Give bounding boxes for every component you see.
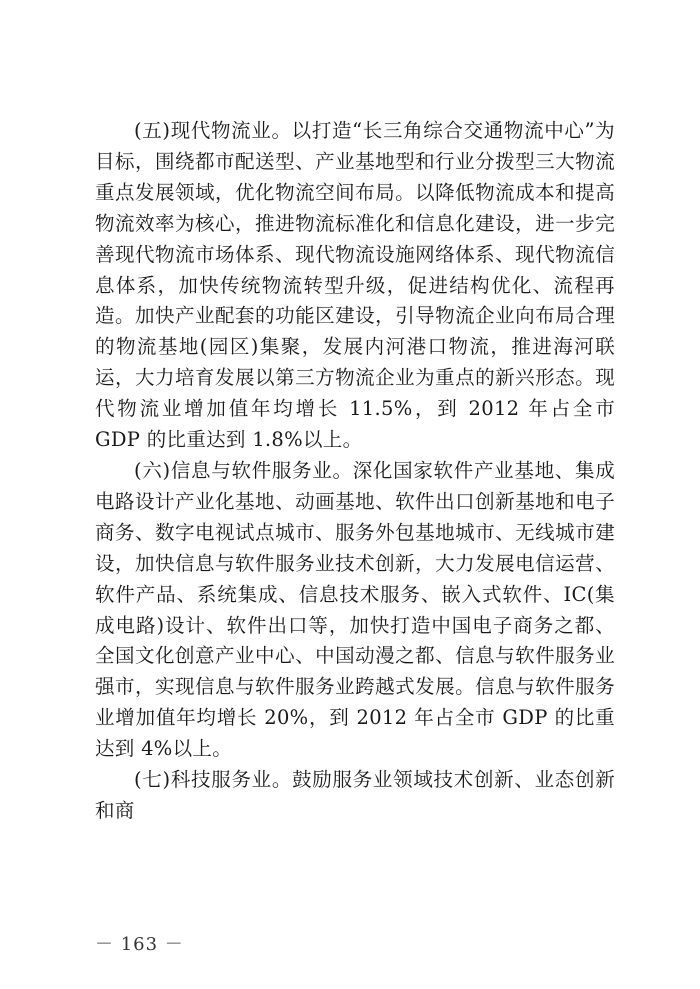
- body-text: [95, 116, 615, 827]
- page-number: － 163 －: [95, 934, 184, 955]
- paragraph-modern-logistics: (五)现代物流业。以打造“长三角综合交通物流中心”为目标，围绕都市配送型、产业基地型和行业分拨型三大物流重点发展领域，优化物流空间布局。以降低物流成本和提高物流效率为核心，推进物流标准化和信息化建设，进一步完善现代物流市场体系、现代物流设施网络体系、现代物流信息体系，加快传统物流转型升级，促进结构优化、流程再造。加快产业配套的功能区建设，引导物流企业向布局合理的物流基地(园区)集聚，发展内河港口物流，推进海河联运，大力培育发展以第三方物流企业为重点的新兴形态。现代物流业增加值年均增长 11.5%，到 2012 年占全市 GDP 的比重达到 1.8%以上。: [95, 119, 615, 452]
- paragraph-information-software: (六)信息与软件服务业。深化国家软件产业基地、集成电路设计产业化基地、动画基地、软件出口创新基地和电子商务、数字电视试点城市、服务外包基地城市、无线城市建设，加快信息与软件服务业技术创新，大力发展电信运营、软件产品、系统集成、信息技术服务、嵌入式软件、IC(集成电路)设计、软件出口等，加快打造中国电子商务之都、全国文化创意产业中心、中国动漫之都、信息与软件服务业强市，实现信息与软件服务业跨越式发展。信息与软件服务业增加值年均增长 20%，到 2012 年占全市 GDP 的比重达到 4%以上。: [95, 458, 615, 761]
- paragraph-technology-services: (七)科技服务业。鼓励服务业领域技术创新、业态创新和商: [95, 768, 615, 822]
